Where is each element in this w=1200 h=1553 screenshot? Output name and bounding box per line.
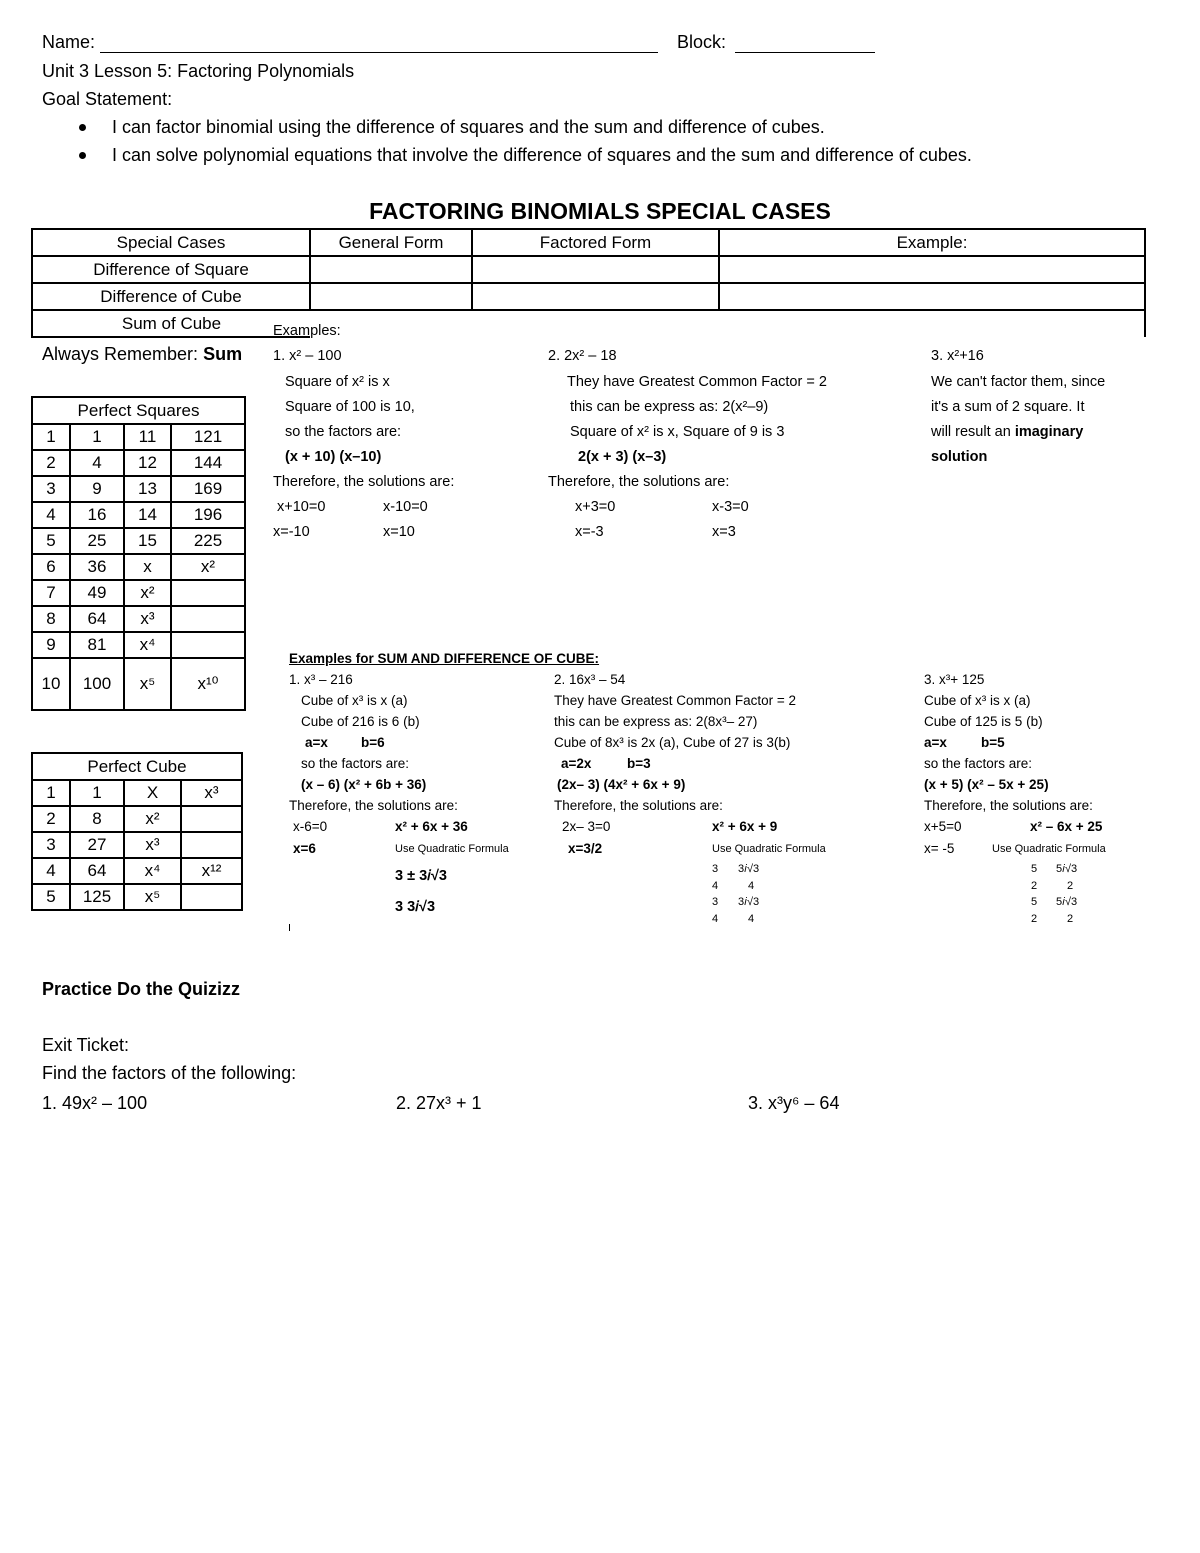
cb-ex3-q: 5𝑖√3 [1056,896,1078,908]
cb-ex1-b: b=6 [361,735,385,750]
table-row [32,476,245,502]
cb-ex1-sol: x-6=0 [293,819,328,834]
cell-blank[interactable] [472,256,719,283]
table-cell: 13 [124,476,171,502]
table-cell: 64 [70,606,124,632]
table-row [32,806,242,832]
examples-label: Examples: [273,323,341,339]
cb-ex1-l2: Cube of 216 is 6 (b) [301,714,420,729]
table-row [32,580,245,606]
table-row [32,858,242,884]
table-cell: 169 [171,476,245,502]
cb-ex2-q: 4 [748,880,755,892]
exit-ticket-label: Exit Ticket: [42,1035,130,1055]
exit-instruction: Find the factors of the following: [42,1063,297,1083]
cb-ex2-q: 4 [712,880,719,892]
cb-ex2-a: a=2x [561,756,592,771]
table-cell: 3 [32,832,70,858]
table-cell [181,884,242,910]
cb-ex1-problem: 1. x³ – 216 [289,672,353,687]
table-cell: 1 [32,424,70,450]
sq-ex3-line: We can't factor them, since [931,374,1106,390]
cb-ex3-q: 5𝑖√3 [1056,863,1078,875]
cb-ex3-q: 5 [1031,863,1038,875]
sq-ex3-last: solution [931,449,988,465]
sq-ex2-line: They have Greatest Common Factor = 2 [567,374,827,390]
sq-ex1-line: Square of x² is x [285,374,390,390]
goal-2: I can solve polynomial equations that involve the difference of squares and the sum and difference of cubes. [112,145,972,165]
table-cell: x³ [124,606,171,632]
sq-ex1-sol: x-10=0 [383,499,428,515]
sq-ex2-therefore: Therefore, the solutions are: [548,474,730,490]
table-row [32,884,242,910]
sq-ex3-bold: imaginary [1014,424,1084,440]
table-cell: 27 [70,832,124,858]
cb-ex1-sol: x=6 [293,841,316,856]
cb-ex2-factors: (2x– 3) (4x² + 6x + 9) [557,777,686,792]
block-label: Block: [677,32,727,52]
cb-ex2-l3: Cube of 8x³ is 2x (a), Cube of 27 is 3(b) [554,735,791,750]
table-cell: 5 [32,528,70,554]
cell-blank[interactable] [310,256,472,283]
cb-ex2-sol: x=3/2 [568,841,603,856]
cb-ex2-q: 3 [712,863,719,875]
name-line[interactable] [100,52,658,53]
table-cell: 1 [32,780,70,806]
cb-ex2-sol: 2x– 3=0 [562,819,611,834]
table-cell: x⁵ [124,658,171,710]
cell-blank [719,310,1145,337]
cb-ex1-a: a=x [305,735,328,750]
sq-ex3-line3 [931,424,1083,440]
cb-ex3-l2: Cube of 125 is 5 (b) [924,714,1043,729]
perfect-cube-title: Perfect Cube [32,753,242,780]
cb-ex2-l2: this can be express as: 2(8x³– 27) [554,714,758,729]
header-general-form: General Form [310,229,472,256]
cb-ex2-b: b=3 [627,756,651,771]
cb-ex3-q: 2 [1067,913,1074,925]
table-cell: x² [171,554,245,580]
header-factored-form: Factored Form [472,229,719,256]
table-cell: x¹⁰ [171,658,245,710]
table-cell: 8 [70,806,124,832]
goal-1: I can factor binomial using the difference of squares and the sum and difference of cubes. [112,117,825,137]
cb-ex2-q: 3𝑖√3 [738,863,760,875]
cb-ex1-l1: Cube of x³ is x (a) [301,693,408,708]
cb-ex2-q: 3 [712,896,719,908]
table-row [32,832,242,858]
sq-ex1-sol: x=-10 [273,524,310,540]
table-cell: x² [124,580,171,606]
page-title: FACTORING BINOMIALS SPECIAL CASES [369,198,831,224]
sq-ex2-sol: x=-3 [575,524,604,540]
case-diff-cube: Difference of Cube [32,283,310,310]
table-row [32,528,245,554]
table-cell [171,606,245,632]
header-special-cases: Special Cases [32,229,310,256]
table-cell: 25 [70,528,124,554]
table-cell: 49 [70,580,124,606]
sq-ex2-sol: x+3=0 [575,499,616,515]
table-cell: x¹² [181,858,242,884]
sq-ex3-line: will result an [931,424,1011,440]
sq-ex2-sol: x-3=0 [712,499,749,515]
cb-ex2-sol: x² + 6x + 9 [712,819,778,834]
perfect-squares-title: Perfect Squares [32,397,245,424]
always-remember-label: Always Remember: [42,344,199,364]
exit-problem-1: 1. 49x² – 100 [42,1093,148,1113]
table-cell: 16 [70,502,124,528]
table-cell: x⁵ [124,884,181,910]
table-cell: 100 [70,658,124,710]
sq-ex2-line: Square of x² is x, Square of 9 is 3 [570,424,785,440]
cb-ex3-a: a=x [924,735,947,750]
table-cell: X [124,780,181,806]
cb-ex3-sol: x² – 6x + 25 [1030,819,1103,834]
exit-problem-2: 2. 27x³ + 1 [396,1093,482,1113]
cb-ex3-q: 2 [1031,880,1038,892]
sq-ex2-sol: x=3 [712,524,736,540]
table-cell [181,806,242,832]
table-cell: 2 [32,806,70,832]
perfect-squares-table [31,396,246,711]
sq-ex2-line: this can be express as: 2(x²–9) [570,399,769,415]
table-cell: 8 [32,606,70,632]
table-row [32,502,245,528]
sq-ex2-factors: 2(x + 3) (x–3) [578,449,667,465]
table-cell [171,632,245,658]
table-cell: x⁴ [124,858,181,884]
table-cell: 11 [124,424,171,450]
case-sum-cube: Sum of Cube [32,310,310,337]
table-cell: 9 [32,632,70,658]
table-cell: 9 [70,476,124,502]
sq-ex1-sol: x+10=0 [277,499,326,515]
table-cell: x [124,554,171,580]
table-cell: 3 [32,476,70,502]
lesson-title: Unit 3 Lesson 5: Factoring Polynomials [42,61,355,81]
sq-ex2-problem: 2. 2x² – 18 [548,348,617,364]
cb-ex1-q1: 3 ± 3𝑖√3 [395,868,447,884]
table-cell: 121 [171,424,245,450]
sq-ex1-line: Square of 100 is 10, [285,399,415,415]
cell-blank[interactable] [310,283,472,310]
cb-ex3-sol: x= -5 [924,841,955,856]
cb-ex1-q2: 3 3𝑖√3 [395,899,436,915]
cell-blank[interactable] [719,256,1145,283]
table-row [32,606,245,632]
cb-ex3-problem: 3. x³+ 125 [924,672,985,687]
cb-ex3-l1: Cube of x³ is x (a) [924,693,1031,708]
table-cell: 2 [32,450,70,476]
table-cell: 225 [171,528,245,554]
cb-ex2-q: 4 [712,913,719,925]
name-label: Name: [42,32,96,52]
cb-ex1-factors: (x – 6) (x² + 6b + 36) [301,777,427,792]
sq-ex1-sol: x=10 [383,524,415,540]
table-row [32,554,245,580]
table-cell: x² [124,806,181,832]
header-example: Example: [719,229,1145,256]
always-remember-value: Sum [203,344,243,364]
goal-label: Goal Statement: [42,89,173,109]
table-row [32,450,245,476]
table-cell: 14 [124,502,171,528]
cell-blank [472,310,719,337]
table-cell: 7 [32,580,70,606]
cb-ex1-sol: Use Quadratic Formula [395,843,509,855]
table-cell: x³ [124,832,181,858]
sq-ex3-line: it's a sum of 2 square. It [931,399,1085,415]
table-cell: 125 [70,884,124,910]
cell-blank[interactable] [719,283,1145,310]
table-cell: 4 [70,450,124,476]
cell-blank[interactable] [472,283,719,310]
always-remember [42,344,242,365]
practice-heading: Practice Do the Quizizz [42,979,241,999]
table-cell: 196 [171,502,245,528]
table-cell: 4 [32,502,70,528]
table-cell: 10 [32,658,70,710]
cb-ex3-q: 5 [1031,896,1038,908]
sq-ex1-line: so the factors are: [285,424,402,440]
table-cell [171,580,245,606]
cb-ex2-therefore: Therefore, the solutions are: [554,798,723,813]
sq-ex1-therefore: Therefore, the solutions are: [273,474,455,490]
sq-ex1-problem: 1. x² – 100 [273,348,342,364]
table-cell: x³ [181,780,242,806]
cube-examples-label: Examples for SUM AND DIFFERENCE OF CUBE: [289,651,600,666]
cb-ex1-sol: x² + 6x + 36 [395,819,468,834]
sq-ex3-problem: 3. x²+16 [931,348,984,364]
table-row [32,780,242,806]
block-line[interactable] [735,52,875,53]
cb-ex3-so: so the factors are: [924,756,1033,771]
table-cell: 144 [171,450,245,476]
bullet-icon [79,152,86,159]
cb-ex2-q: 4 [748,913,755,925]
table-cell: 5 [32,884,70,910]
table-cell: 36 [70,554,124,580]
cb-ex3-q: 2 [1067,880,1074,892]
table-row [32,424,245,450]
table-cell [181,832,242,858]
sq-ex1-factors: (x + 10) (x–10) [285,449,382,465]
cursor-mark [289,924,290,931]
table-cell: 6 [32,554,70,580]
cb-ex2-q: 3𝑖√3 [738,896,760,908]
table-cell: 1 [70,780,124,806]
cb-ex3-q: 2 [1031,913,1038,925]
cb-ex2-sol: Use Quadratic Formula [712,843,826,855]
table-cell: 64 [70,858,124,884]
case-diff-square: Difference of Square [32,256,310,283]
table-cell: 1 [70,424,124,450]
cb-ex3-sol: x+5=0 [924,819,962,834]
cb-ex3-therefore: Therefore, the solutions are: [924,798,1093,813]
cb-ex2-l1: They have Greatest Common Factor = 2 [554,693,796,708]
table-cell: 81 [70,632,124,658]
table-cell: 12 [124,450,171,476]
cb-ex3-b: b=5 [981,735,1005,750]
cb-ex3-sol: Use Quadratic Formula [992,843,1106,855]
table-row [32,658,245,710]
table-row [32,632,245,658]
table-cell: x⁴ [124,632,171,658]
table-cell: 4 [32,858,70,884]
exit-problem-3: 3. x³y⁶ – 64 [748,1093,840,1113]
bullet-icon [79,124,86,131]
cb-ex1-therefore: Therefore, the solutions are: [289,798,458,813]
perfect-cube-table [31,752,243,911]
table-cell: 15 [124,528,171,554]
cb-ex2-problem: 2. 16x³ – 54 [554,672,626,687]
cb-ex1-so: so the factors are: [301,756,410,771]
cb-ex3-factors: (x + 5) (x² – 5x + 25) [924,777,1049,792]
special-cases-table [31,228,1146,338]
